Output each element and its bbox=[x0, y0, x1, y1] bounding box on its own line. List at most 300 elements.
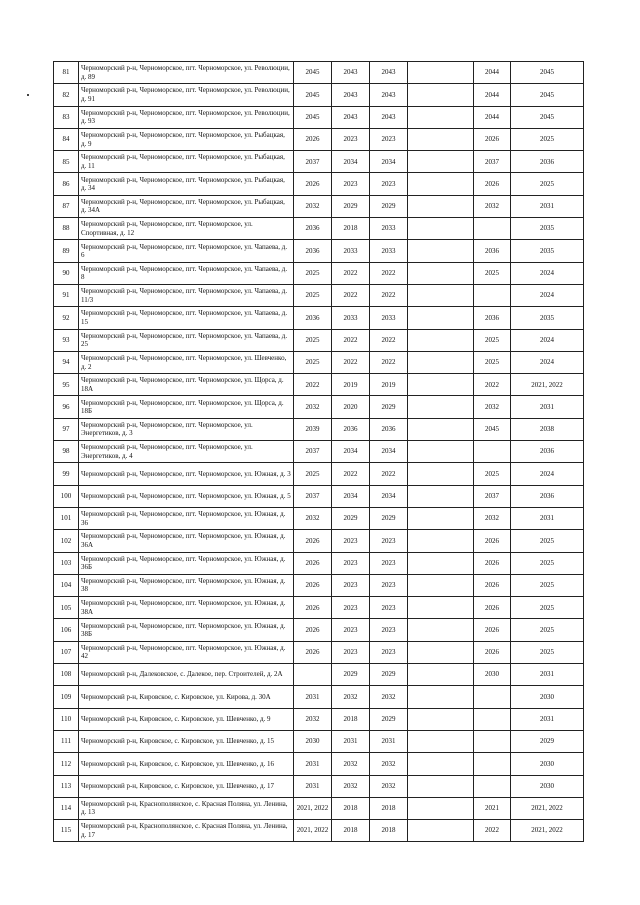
year-col-1: 2026 bbox=[294, 619, 332, 641]
row-number: 101 bbox=[54, 507, 79, 529]
year-col-5: 2036 bbox=[474, 307, 511, 329]
year-col-2: 2022 bbox=[332, 329, 370, 351]
year-col-1: 2021, 2022 bbox=[294, 820, 332, 842]
row-number: 100 bbox=[54, 485, 79, 507]
year-col-6: 2036 bbox=[511, 485, 584, 507]
year-col-6: 2045 bbox=[511, 106, 584, 128]
year-col-3: 2043 bbox=[370, 62, 408, 84]
row-number: 114 bbox=[54, 797, 79, 819]
year-col-5: 2025 bbox=[474, 262, 511, 284]
row-number: 85 bbox=[54, 151, 79, 173]
year-col-4 bbox=[408, 820, 474, 842]
year-col-4 bbox=[408, 664, 474, 686]
year-col-1: 2026 bbox=[294, 574, 332, 596]
year-col-6: 2030 bbox=[511, 686, 584, 708]
year-col-4 bbox=[408, 619, 474, 641]
row-number: 97 bbox=[54, 418, 79, 440]
row-number: 91 bbox=[54, 284, 79, 306]
year-col-2: 2023 bbox=[332, 641, 370, 663]
year-col-5: 2022 bbox=[474, 374, 511, 396]
address-cell: Черноморский р-н, Черноморское, пгт. Черноморское, ул. Рыбацкая, д. 9 bbox=[79, 128, 294, 150]
year-col-5: 2026 bbox=[474, 173, 511, 195]
year-col-6: 2029 bbox=[511, 730, 584, 752]
year-col-3: 2022 bbox=[370, 262, 408, 284]
row-number: 108 bbox=[54, 664, 79, 686]
table-row bbox=[54, 730, 584, 752]
year-col-5: 2026 bbox=[474, 641, 511, 663]
year-col-4 bbox=[408, 240, 474, 262]
address-cell: Черноморский р-н, Черноморское, пгт. Черноморское, ул. Рыбацкая, д. 34 bbox=[79, 173, 294, 195]
year-col-2: 2036 bbox=[332, 418, 370, 440]
year-col-4 bbox=[408, 128, 474, 150]
year-col-5 bbox=[474, 284, 511, 306]
year-col-2: 2043 bbox=[332, 84, 370, 106]
address-cell: Черноморский р-н, Черноморское, пгт. Черноморское, ул. Шевченко, д. 2 bbox=[79, 351, 294, 373]
year-col-6: 2035 bbox=[511, 240, 584, 262]
table-row bbox=[54, 463, 584, 485]
row-number: 111 bbox=[54, 730, 79, 752]
year-col-2: 2033 bbox=[332, 307, 370, 329]
table-row bbox=[54, 597, 584, 619]
table-row bbox=[54, 284, 584, 306]
address-cell: Черноморский р-н, Черноморское, пгт. Черноморское, ул. Южная, д. 36 bbox=[79, 507, 294, 529]
year-col-4 bbox=[408, 374, 474, 396]
year-col-3: 2019 bbox=[370, 374, 408, 396]
year-col-2: 2023 bbox=[332, 597, 370, 619]
year-col-3: 2023 bbox=[370, 597, 408, 619]
year-col-5: 2026 bbox=[474, 552, 511, 574]
year-col-3: 2043 bbox=[370, 84, 408, 106]
table-row bbox=[54, 797, 584, 819]
year-col-4 bbox=[408, 396, 474, 418]
year-col-3: 2018 bbox=[370, 797, 408, 819]
year-col-2: 2032 bbox=[332, 686, 370, 708]
year-col-2: 2034 bbox=[332, 151, 370, 173]
row-number: 86 bbox=[54, 173, 79, 195]
table-row bbox=[54, 552, 584, 574]
year-col-4 bbox=[408, 708, 474, 730]
year-col-6: 2025 bbox=[511, 128, 584, 150]
row-number: 96 bbox=[54, 396, 79, 418]
row-number: 89 bbox=[54, 240, 79, 262]
year-col-3: 2023 bbox=[370, 530, 408, 552]
year-col-2: 2022 bbox=[332, 262, 370, 284]
row-number: 83 bbox=[54, 106, 79, 128]
year-col-6: 2045 bbox=[511, 62, 584, 84]
year-col-1: 2032 bbox=[294, 195, 332, 217]
year-col-6: 2025 bbox=[511, 530, 584, 552]
year-col-6: 2024 bbox=[511, 284, 584, 306]
row-number: 112 bbox=[54, 753, 79, 775]
year-col-1: 2021, 2022 bbox=[294, 797, 332, 819]
year-col-2: 2034 bbox=[332, 485, 370, 507]
year-col-5 bbox=[474, 708, 511, 730]
table-row bbox=[54, 441, 584, 463]
year-col-5: 2030 bbox=[474, 664, 511, 686]
year-col-4 bbox=[408, 218, 474, 240]
year-col-5: 2037 bbox=[474, 485, 511, 507]
year-col-1: 2037 bbox=[294, 151, 332, 173]
year-col-4 bbox=[408, 597, 474, 619]
year-col-1: 2030 bbox=[294, 730, 332, 752]
year-col-5: 2032 bbox=[474, 507, 511, 529]
year-col-6: 2025 bbox=[511, 552, 584, 574]
year-col-3: 2023 bbox=[370, 574, 408, 596]
year-col-3: 2033 bbox=[370, 240, 408, 262]
row-number: 93 bbox=[54, 329, 79, 351]
row-number: 104 bbox=[54, 574, 79, 596]
table-row bbox=[54, 641, 584, 663]
row-number: 95 bbox=[54, 374, 79, 396]
year-col-6: 2024 bbox=[511, 463, 584, 485]
year-col-2: 2018 bbox=[332, 797, 370, 819]
address-cell: Черноморский р-н, Черноморское, пгт. Черноморское, ул. Рыбацкая, д. 11 bbox=[79, 151, 294, 173]
year-col-6: 2021, 2022 bbox=[511, 797, 584, 819]
address-cell: Черноморский р-н, Черноморское, пгт. Черноморское, ул. Щорса, д. 18Б bbox=[79, 396, 294, 418]
year-col-2: 2043 bbox=[332, 106, 370, 128]
year-col-4 bbox=[408, 106, 474, 128]
year-col-2: 2022 bbox=[332, 463, 370, 485]
year-col-2: 2023 bbox=[332, 530, 370, 552]
year-col-5 bbox=[474, 753, 511, 775]
year-col-1: 2025 bbox=[294, 329, 332, 351]
year-col-4 bbox=[408, 329, 474, 351]
year-col-2: 2018 bbox=[332, 708, 370, 730]
year-col-1: 2025 bbox=[294, 284, 332, 306]
address-cell: Черноморский р-н, Черноморское, пгт. Черноморское, ул. Южная, д. 3 bbox=[79, 463, 294, 485]
year-col-2: 2033 bbox=[332, 240, 370, 262]
year-col-6: 2030 bbox=[511, 775, 584, 797]
year-col-5: 2025 bbox=[474, 351, 511, 373]
year-col-3: 2034 bbox=[370, 441, 408, 463]
row-number: 84 bbox=[54, 128, 79, 150]
year-col-3: 2029 bbox=[370, 195, 408, 217]
address-cell: Черноморский р-н, Черноморское, пгт. Черноморское, ул. Южная, д. 38 bbox=[79, 574, 294, 596]
year-col-2: 2019 bbox=[332, 374, 370, 396]
year-col-3: 2023 bbox=[370, 128, 408, 150]
year-col-3: 2018 bbox=[370, 820, 408, 842]
year-col-4 bbox=[408, 307, 474, 329]
year-col-3: 2022 bbox=[370, 351, 408, 373]
year-col-2: 2018 bbox=[332, 820, 370, 842]
year-col-5 bbox=[474, 775, 511, 797]
address-cell: Черноморский р-н, Черноморское, пгт. Черноморское, ул. Чапаева, д. 15 bbox=[79, 307, 294, 329]
address-cell: Черноморский р-н, Черноморское, пгт. Черноморское, ул. Рыбацкая, д. 34А bbox=[79, 195, 294, 217]
row-number: 103 bbox=[54, 552, 79, 574]
address-cell: Черноморский р-н, Черноморское, пгт. Черноморское, ул. Чапаева, д. 11/3 bbox=[79, 284, 294, 306]
year-col-6: 2035 bbox=[511, 218, 584, 240]
year-col-1: 2036 bbox=[294, 307, 332, 329]
table-row bbox=[54, 151, 584, 173]
year-col-4 bbox=[408, 351, 474, 373]
row-number: 113 bbox=[54, 775, 79, 797]
address-cell: Черноморский р-н, Кировское, с. Кировское, ул. Шевченко, д. 9 bbox=[79, 708, 294, 730]
row-number: 107 bbox=[54, 641, 79, 663]
year-col-4 bbox=[408, 84, 474, 106]
address-cell: Черноморский р-н, Черноморское, пгт. Черноморское, ул. Чапаева, д. 25 bbox=[79, 329, 294, 351]
year-col-4 bbox=[408, 641, 474, 663]
row-number: 88 bbox=[54, 218, 79, 240]
year-col-6: 2021, 2022 bbox=[511, 374, 584, 396]
year-col-1: 2045 bbox=[294, 62, 332, 84]
year-col-1: 2025 bbox=[294, 262, 332, 284]
year-col-5: 2025 bbox=[474, 329, 511, 351]
year-col-5: 2026 bbox=[474, 128, 511, 150]
address-cell: Черноморский р-н, Черноморское, пгт. Черноморское, ул. Революции, д. 93 bbox=[79, 106, 294, 128]
year-col-6: 2045 bbox=[511, 84, 584, 106]
year-col-2: 2029 bbox=[332, 195, 370, 217]
year-col-5: 2025 bbox=[474, 463, 511, 485]
table-row bbox=[54, 262, 584, 284]
table-row bbox=[54, 619, 584, 641]
table-row bbox=[54, 507, 584, 529]
row-number: 87 bbox=[54, 195, 79, 217]
year-col-4 bbox=[408, 775, 474, 797]
year-col-3: 2036 bbox=[370, 418, 408, 440]
year-col-2: 2020 bbox=[332, 396, 370, 418]
address-cell: Черноморский р-н, Черноморское, пгт. Черноморское, ул. Спортивная, д. 12 bbox=[79, 218, 294, 240]
year-col-1: 2032 bbox=[294, 708, 332, 730]
year-col-6: 2025 bbox=[511, 641, 584, 663]
year-col-6: 2025 bbox=[511, 597, 584, 619]
year-col-3: 2022 bbox=[370, 463, 408, 485]
year-col-6: 2031 bbox=[511, 664, 584, 686]
year-col-6: 2024 bbox=[511, 351, 584, 373]
row-number: 102 bbox=[54, 530, 79, 552]
table-row bbox=[54, 84, 584, 106]
year-col-6: 2031 bbox=[511, 396, 584, 418]
table-row bbox=[54, 128, 584, 150]
table-row bbox=[54, 418, 584, 440]
year-col-3: 2023 bbox=[370, 552, 408, 574]
year-col-4 bbox=[408, 797, 474, 819]
table-row bbox=[54, 351, 584, 373]
year-col-1: 2032 bbox=[294, 396, 332, 418]
year-col-5 bbox=[474, 730, 511, 752]
address-cell: Черноморский р-н, Черноморское, пгт. Черноморское, ул. Южная, д. 5 bbox=[79, 485, 294, 507]
row-number: 109 bbox=[54, 686, 79, 708]
year-col-3: 2022 bbox=[370, 284, 408, 306]
year-col-1: 2026 bbox=[294, 597, 332, 619]
table-row bbox=[54, 775, 584, 797]
table-row bbox=[54, 106, 584, 128]
year-col-5 bbox=[474, 218, 511, 240]
table-row bbox=[54, 307, 584, 329]
row-number: 90 bbox=[54, 262, 79, 284]
row-number: 105 bbox=[54, 597, 79, 619]
year-col-3: 2023 bbox=[370, 619, 408, 641]
row-number: 99 bbox=[54, 463, 79, 485]
year-col-4 bbox=[408, 62, 474, 84]
address-cell: Черноморский р-н, Черноморское, пгт. Черноморское, ул. Южная, д. 36Б bbox=[79, 552, 294, 574]
year-col-6: 2031 bbox=[511, 507, 584, 529]
year-col-2: 2029 bbox=[332, 664, 370, 686]
year-col-4 bbox=[408, 173, 474, 195]
year-col-5: 2045 bbox=[474, 418, 511, 440]
year-col-4 bbox=[408, 441, 474, 463]
table-row bbox=[54, 396, 584, 418]
year-col-3: 2023 bbox=[370, 641, 408, 663]
year-col-5: 2026 bbox=[474, 619, 511, 641]
row-number: 110 bbox=[54, 708, 79, 730]
year-col-1: 2031 bbox=[294, 775, 332, 797]
year-col-1: 2045 bbox=[294, 106, 332, 128]
address-cell: Черноморский р-н, Далековское, с. Далекое, пер. Строителей, д. 2А bbox=[79, 664, 294, 686]
address-cell: Черноморский р-н, Кировское, с. Кировское, ул. Шевченко, д. 15 bbox=[79, 730, 294, 752]
year-col-5: 2026 bbox=[474, 530, 511, 552]
table-row bbox=[54, 62, 584, 84]
table-row bbox=[54, 574, 584, 596]
year-col-1: 2026 bbox=[294, 552, 332, 574]
year-col-6: 2024 bbox=[511, 262, 584, 284]
address-cell: Черноморский р-н, Черноморское, пгт. Черноморское, ул. Южная, д. 36А bbox=[79, 530, 294, 552]
row-number: 98 bbox=[54, 441, 79, 463]
address-cell: Черноморский р-н, Черноморское, пгт. Черноморское, ул. Энергетиков, д. 3 bbox=[79, 418, 294, 440]
year-col-3: 2022 bbox=[370, 329, 408, 351]
year-col-3: 2023 bbox=[370, 173, 408, 195]
year-col-5 bbox=[474, 441, 511, 463]
table-row bbox=[54, 530, 584, 552]
row-number: 115 bbox=[54, 820, 79, 842]
year-col-6: 2031 bbox=[511, 708, 584, 730]
year-col-4 bbox=[408, 507, 474, 529]
year-col-5: 2044 bbox=[474, 106, 511, 128]
year-col-3: 2043 bbox=[370, 106, 408, 128]
address-cell: Черноморский р-н, Черноморское, пгт. Черноморское, ул. Революции, д. 89 bbox=[79, 62, 294, 84]
year-col-5: 2032 bbox=[474, 396, 511, 418]
year-col-2: 2023 bbox=[332, 619, 370, 641]
address-cell: Черноморский р-н, Кировское, с. Кировское, ул. Шевченко, д. 16 bbox=[79, 753, 294, 775]
year-col-6: 2031 bbox=[511, 195, 584, 217]
row-number: 92 bbox=[54, 307, 79, 329]
year-col-2: 2043 bbox=[332, 62, 370, 84]
table-row bbox=[54, 195, 584, 217]
year-col-5: 2037 bbox=[474, 151, 511, 173]
year-col-4 bbox=[408, 284, 474, 306]
year-col-4 bbox=[408, 730, 474, 752]
year-col-5 bbox=[474, 686, 511, 708]
address-cell: Черноморский р-н, Кировское, с. Кировское, ул. Кирова, д. 30А bbox=[79, 686, 294, 708]
table-row bbox=[54, 329, 584, 351]
table-row bbox=[54, 485, 584, 507]
year-col-1: 2032 bbox=[294, 507, 332, 529]
year-col-2: 2023 bbox=[332, 173, 370, 195]
table-row bbox=[54, 374, 584, 396]
address-cell: Черноморский р-н, Черноморское, пгт. Черноморское, ул. Энергетиков, д. 4 bbox=[79, 441, 294, 463]
year-col-3: 2033 bbox=[370, 218, 408, 240]
year-col-6: 2025 bbox=[511, 619, 584, 641]
table-row bbox=[54, 753, 584, 775]
year-col-4 bbox=[408, 195, 474, 217]
year-col-5: 2022 bbox=[474, 820, 511, 842]
year-col-2: 2022 bbox=[332, 284, 370, 306]
year-col-1: 2037 bbox=[294, 441, 332, 463]
address-cell: Черноморский р-н, Черноморское, пгт. Черноморское, ул. Южная, д. 38А bbox=[79, 597, 294, 619]
address-cell: Черноморский р-н, Черноморское, пгт. Черноморское, ул. Южная, д. 42 bbox=[79, 641, 294, 663]
year-col-4 bbox=[408, 262, 474, 284]
year-col-3: 2032 bbox=[370, 753, 408, 775]
year-col-6: 2038 bbox=[511, 418, 584, 440]
year-col-1: 2037 bbox=[294, 485, 332, 507]
address-cell: Черноморский р-н, Черноморское, пгт. Черноморское, ул. Чапаева, д. 6 bbox=[79, 240, 294, 262]
year-col-1: 2036 bbox=[294, 240, 332, 262]
year-col-4 bbox=[408, 574, 474, 596]
scan-speck bbox=[27, 94, 29, 96]
year-col-4 bbox=[408, 552, 474, 574]
table-row bbox=[54, 240, 584, 262]
year-col-6: 2021, 2022 bbox=[511, 820, 584, 842]
address-cell: Черноморский р-н, Черноморское, пгт. Черноморское, ул. Южная, д. 38Б bbox=[79, 619, 294, 641]
address-cell: Черноморский р-н, Кировское, с. Кировское, ул. Шевченко, д. 17 bbox=[79, 775, 294, 797]
year-col-6: 2024 bbox=[511, 329, 584, 351]
address-cell: Черноморский р-н, Черноморское, пгт. Черноморское, ул. Революции, д. 91 bbox=[79, 84, 294, 106]
year-col-4 bbox=[408, 463, 474, 485]
address-cell: Черноморский р-н, Черноморское, пгт. Черноморское, ул. Чапаева, д. 8 bbox=[79, 262, 294, 284]
year-col-5: 2026 bbox=[474, 597, 511, 619]
year-col-6: 2035 bbox=[511, 307, 584, 329]
year-col-1: 2031 bbox=[294, 753, 332, 775]
year-col-5: 2032 bbox=[474, 195, 511, 217]
year-col-2: 2023 bbox=[332, 574, 370, 596]
table-row bbox=[54, 820, 584, 842]
table-row bbox=[54, 708, 584, 730]
year-col-5: 2036 bbox=[474, 240, 511, 262]
year-col-1: 2025 bbox=[294, 463, 332, 485]
year-col-5: 2044 bbox=[474, 62, 511, 84]
year-col-1: 2025 bbox=[294, 351, 332, 373]
year-col-4 bbox=[408, 753, 474, 775]
year-col-3: 2033 bbox=[370, 307, 408, 329]
year-col-6: 2036 bbox=[511, 441, 584, 463]
row-number: 94 bbox=[54, 351, 79, 373]
table-body bbox=[54, 62, 584, 842]
year-col-4 bbox=[408, 151, 474, 173]
year-col-1: 2039 bbox=[294, 418, 332, 440]
housing-register-table bbox=[53, 61, 584, 842]
address-cell: Черноморский р-н, Краснополянское, с. Красная Поляна, ул. Ленина, д. 17 bbox=[79, 820, 294, 842]
year-col-3: 2032 bbox=[370, 775, 408, 797]
row-number: 82 bbox=[54, 84, 79, 106]
year-col-1: 2026 bbox=[294, 530, 332, 552]
year-col-5: 2021 bbox=[474, 797, 511, 819]
year-col-3: 2032 bbox=[370, 686, 408, 708]
address-cell: Черноморский р-н, Черноморское, пгт. Черноморское, ул. Щорса, д. 18А bbox=[79, 374, 294, 396]
year-col-3: 2034 bbox=[370, 485, 408, 507]
year-col-5: 2044 bbox=[474, 84, 511, 106]
year-col-4 bbox=[408, 485, 474, 507]
row-number: 106 bbox=[54, 619, 79, 641]
year-col-5: 2026 bbox=[474, 574, 511, 596]
year-col-1: 2036 bbox=[294, 218, 332, 240]
table-row bbox=[54, 686, 584, 708]
year-col-1: 2045 bbox=[294, 84, 332, 106]
year-col-3: 2029 bbox=[370, 396, 408, 418]
year-col-6: 2030 bbox=[511, 753, 584, 775]
year-col-2: 2023 bbox=[332, 128, 370, 150]
year-col-2: 2031 bbox=[332, 730, 370, 752]
year-col-2: 2032 bbox=[332, 775, 370, 797]
address-cell: Черноморский р-н, Краснополянское, с. Красная Поляна, ул. Ленина, д. 13 bbox=[79, 797, 294, 819]
year-col-3: 2034 bbox=[370, 151, 408, 173]
year-col-4 bbox=[408, 530, 474, 552]
table-row bbox=[54, 664, 584, 686]
year-col-2: 2032 bbox=[332, 753, 370, 775]
year-col-1: 2031 bbox=[294, 686, 332, 708]
year-col-3: 2029 bbox=[370, 664, 408, 686]
year-col-2: 2022 bbox=[332, 351, 370, 373]
table-row bbox=[54, 173, 584, 195]
row-number: 81 bbox=[54, 62, 79, 84]
